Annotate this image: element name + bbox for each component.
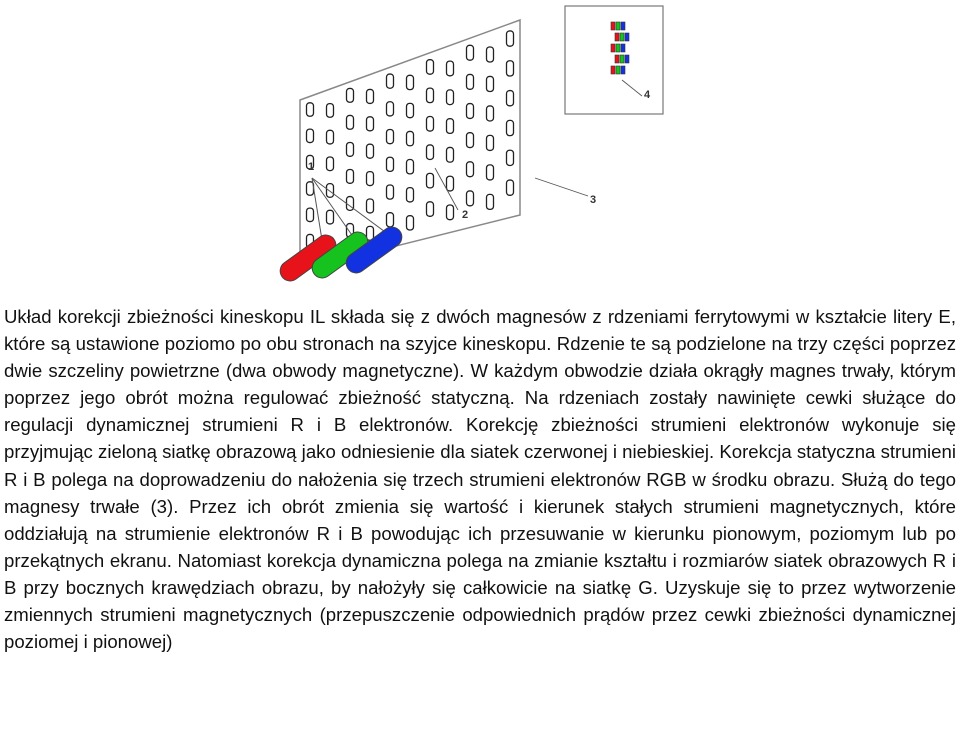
callout-4: 4: [644, 89, 651, 101]
mask-slot: [307, 129, 314, 142]
mask-slot: [487, 106, 494, 121]
mask-slot: [467, 104, 474, 119]
mask-slot: [447, 90, 454, 105]
mask-slot: [487, 47, 494, 62]
mask-slot: [347, 88, 354, 102]
diagram-svg: [270, 0, 690, 290]
mask-slot: [407, 160, 414, 174]
inset-phosphor-cell: [615, 33, 619, 41]
mask-slot: [427, 117, 434, 132]
mask-slot: [447, 61, 454, 76]
mask-slot: [407, 188, 414, 202]
mask-slot: [367, 172, 374, 186]
mask-slot: [347, 115, 354, 129]
mask-slot: [387, 213, 394, 227]
inset-phosphor-cell: [625, 55, 629, 63]
body-paragraph: Układ korekcji zbieżności kineskopu IL składa się z dwóch magnesów z rdzeniami ferrytowymi w kształcie litery E, które są ustawione poziomo po obu stronach na szyjce kineskopu. Rdzenie te są podzielone na trzy części poprzez dwie szczeliny powietrzne (dwa obwody magnetyczne). W każdym obwodzie działa okrągły magnes trwały, którym poprzez jego obrót można regulować zbieżność statyczną. Na rdzeniach zostały nawinięte cewki służące do regulacji dynamicznej strumieni R i B elektronów. Korekcję zbieżności strumieni elektronów wykonuje się przyjmując zieloną siatkę obrazową jako odniesienie dla siatek czerwonej i niebieskiej. Korekcja statyczna strumieni R i B polega na doprowadzeniu do nałożenia się trzech strumieni elektronów RGB w środku obrazu. Służą do tego magnesy trwałe (3). Przez ich obrót zmienia się wartość i kierunek stałych strumieni magnetycznych, które oddziałują na strumienie elektronów R i B powodując ich przesuwanie w kierunku pionowym, poziomym lub po przekątnych ekranu. Natomiast korekcja dynamiczna polega na zmianie kształtu i rozmiarów siatek obrazowych R i B przy bocznych krawędziach obrazu, by nałożyły się całkowicie na siatkę G. Uzyskuje się to przez wytworzenie zmiennych strumieni magnetycznych (przepuszczenie odpowiednich prądów przez cewki zbieżności dynamicznej poziomej i pionowej): [4, 306, 956, 653]
mask-slot: [487, 165, 494, 180]
mask-slot: [367, 144, 374, 158]
mask-slot: [507, 180, 514, 195]
mask-slot: [427, 60, 434, 75]
inset-phosphor-cell: [611, 44, 615, 52]
inset-phosphor-cell: [621, 22, 625, 30]
mask-slot: [427, 88, 434, 103]
inset-phosphor-cell: [621, 44, 625, 52]
mask-slot: [467, 191, 474, 206]
inset-phosphor-cell: [616, 66, 620, 74]
callout-3: 3: [590, 194, 597, 206]
mask-slot: [347, 170, 354, 184]
mask-slot: [507, 61, 514, 76]
inset-phosphor-cell: [621, 66, 625, 74]
inset-phosphor-cell: [620, 55, 624, 63]
mask-slot: [327, 210, 334, 224]
mask-slot: [367, 89, 374, 103]
inset-phosphor-cell: [615, 55, 619, 63]
mask-slot: [447, 176, 454, 191]
mask-slot: [367, 117, 374, 131]
inset-phosphor-cell: [611, 22, 615, 30]
mask-slot: [387, 185, 394, 199]
mask-slot: [327, 184, 334, 198]
callout-2: 2: [462, 209, 469, 221]
inset-phosphor-cell: [620, 33, 624, 41]
mask-slot: [487, 135, 494, 150]
mask-slot: [487, 194, 494, 209]
mask-slot: [507, 91, 514, 106]
mask-slot: [387, 102, 394, 116]
mask-slot: [467, 133, 474, 148]
mask-slot: [427, 202, 434, 217]
mask-slot: [467, 74, 474, 89]
mask-slot: [467, 45, 474, 60]
leader-line-3: [535, 178, 588, 196]
mask-slot: [387, 130, 394, 144]
mask-slot: [427, 173, 434, 188]
mask-slot: [387, 157, 394, 171]
inset-phosphor-cell: [616, 22, 620, 30]
mask-slot: [407, 75, 414, 89]
mask-slot: [407, 216, 414, 230]
mask-slot: [307, 208, 314, 221]
mask-slot: [507, 31, 514, 46]
mask-slot: [407, 131, 414, 145]
mask-slot: [487, 76, 494, 91]
inset-phosphor-cell: [611, 66, 615, 74]
mask-slot: [347, 142, 354, 156]
mask-slot: [327, 157, 334, 171]
mask-slot: [507, 120, 514, 135]
mask-slot: [327, 130, 334, 144]
mask-slot: [387, 74, 394, 88]
mask-slot: [447, 147, 454, 162]
inset-phosphor-cell: [625, 33, 629, 41]
mask-slot: [447, 119, 454, 134]
inset-phosphor-cell: [616, 44, 620, 52]
mask-slot: [467, 162, 474, 177]
callout-1: 1: [308, 161, 315, 173]
mask-slot: [507, 150, 514, 165]
mask-slot: [367, 199, 374, 213]
mask-slot: [407, 103, 414, 117]
mask-slot: [307, 103, 314, 116]
mask-slot: [447, 205, 454, 220]
mask-slot: [427, 145, 434, 160]
mask-slot: [327, 104, 334, 118]
shadow-mask-diagram: [270, 0, 690, 290]
